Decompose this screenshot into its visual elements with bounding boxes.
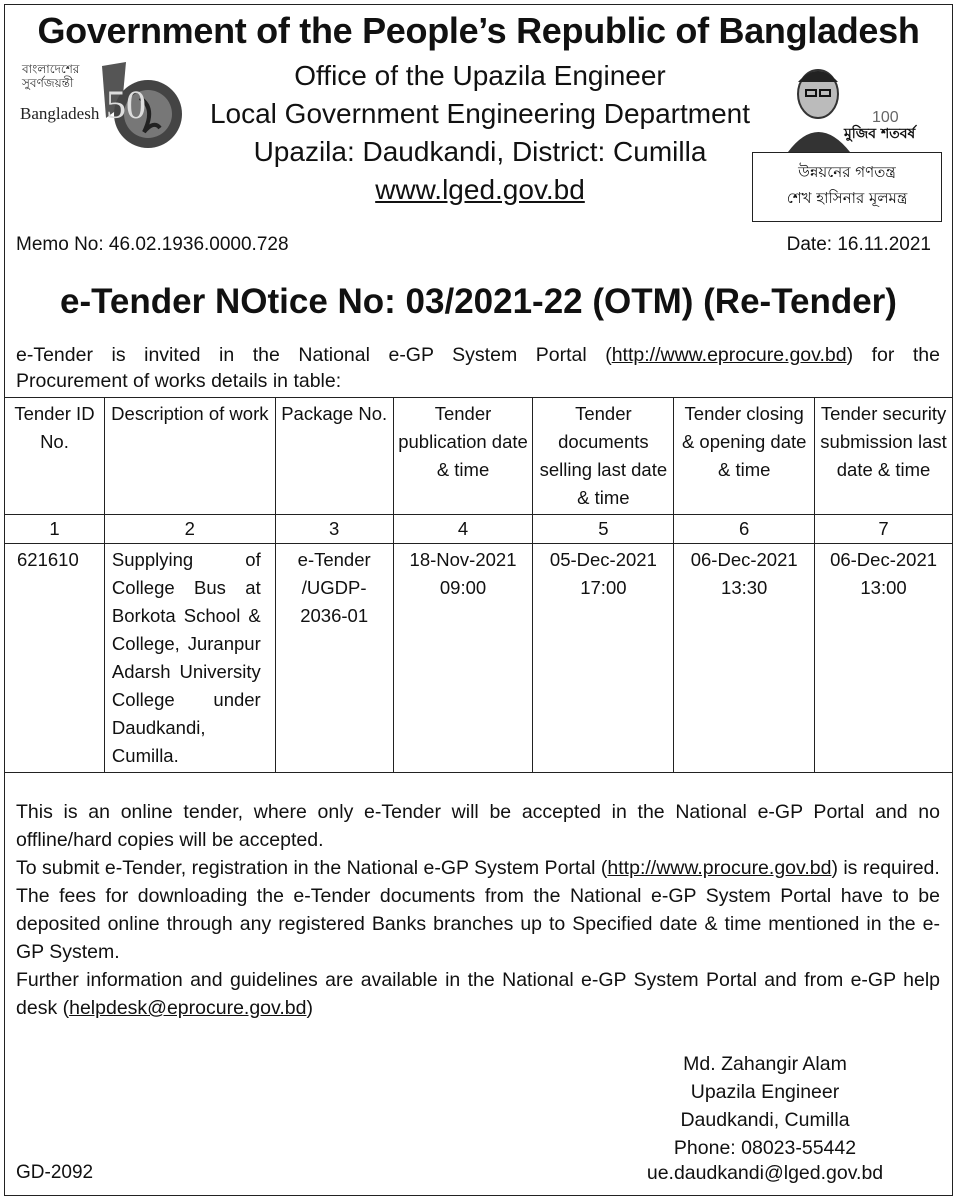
location: Upazila: Daudkandi, District: Cumilla [253,136,707,167]
col-number: 4 [393,515,533,544]
header-description: Description of work [104,398,275,515]
note-online-only: This is an online tender, where only e-Tender will be accepted in the National e-GP Portal and no offline/hard copies will be accepted. [16,801,940,851]
table-row [5,544,953,773]
closing-datetime: 06-Dec-2021 13:30 [674,544,815,773]
signature-block [620,1050,910,1162]
header-selling: Tender documents selling last date & time [533,398,674,515]
tender-table [4,397,953,773]
helpdesk-email-link[interactable]: helpdesk@eprocure.gov.bd [69,997,307,1019]
signatory-title: Upazila Engineer [690,1081,840,1103]
memo-number: Memo No: 46.02.1936.0000.728 [16,234,289,255]
signatory-phone: Phone: 08023-55442 [673,1137,857,1159]
col-number: 1 [5,515,105,544]
tender-id: 621610 [5,544,105,773]
note-helpdesk: Further information and guidelines are available in the National e-GP System Portal and from e-GP help desk (helpdesk@eprocure.gov.bd) [16,969,940,1019]
fifty-emblem-icon [96,58,188,158]
selling-datetime: 05-Dec-2021 17:00 [533,544,674,773]
header-closing: Tender closing & opening date & time [674,398,815,515]
col-number: 3 [275,515,393,544]
slogan-line-1: উন্নয়নের গণতন্ত্র [798,163,896,181]
signatory-name: Md. Zahangir Alam [683,1053,847,1075]
mujib-portrait-logo [780,60,916,152]
website-link[interactable]: www.lged.gov.bd [375,174,585,205]
publication-datetime: 18-Nov-2021 09:00 [393,544,533,773]
golden-jubilee-logo [16,56,188,162]
intro-paragraph: e-Tender is invited in the National e-GP System Portal (http://www.eprocure.gov.bd) for the Procurement of works details in table: [16,344,940,392]
notice-date: Date: 16.11.2021 [786,234,931,255]
notes-section [16,798,940,1022]
col-number: 6 [674,515,815,544]
signatory-place: Daudkandi, Cumilla [680,1109,850,1131]
table-header-row [5,398,953,515]
header-publication: Tender publication date & time [393,398,533,515]
svg-text:50: 50 [106,82,146,127]
col-number: 2 [104,515,275,544]
procure-link[interactable]: http://www.procure.gov.bd [607,857,832,879]
logo-country-text: Bangladesh [20,104,100,123]
logo-bangla-text: বাংলাদেশের সুবর্ণজয়ন্তী [22,62,80,90]
col-number: 5 [533,515,674,544]
security-datetime: 06-Dec-2021 13:00 [815,544,953,773]
col-number: 7 [815,515,953,544]
svg-text:মুজিব শতবর্ষ: মুজিব শতবর্ষ [844,126,916,142]
note-registration: To submit e-Tender, registration in the National e-GP System Portal (http://www.procure.gov.bd) is required. [16,857,940,879]
table-number-row [5,515,953,544]
office-name: Office of the Upazila Engineer [294,60,666,91]
signatory-email[interactable]: ue.daudkandi@lged.gov.bd [646,1162,884,1184]
package-number: e-Tender /UGDP-2036-01 [275,544,393,773]
department-name: Local Government Engineering Department [209,98,751,129]
header-tender-id: Tender ID No. [5,398,105,515]
notice-title: e-Tender NOtice No: 03/2021-22 (OTM) (Re-Tender) [60,282,897,321]
header-security: Tender security submission last date & time [815,398,953,515]
slogan-box [752,152,942,222]
note-fees: The fees for downloading the e-Tender documents from the National e-GP System Portal have to be deposited online through any registered Banks branches up to Specified date & time mentioned in the e-GP System. [16,885,940,963]
gd-number: GD-2092 [16,1162,94,1183]
svg-text:100: 100 [872,109,899,126]
header-package: Package No. [275,398,393,515]
government-title: Government of the People’s Republic of Bangladesh [37,10,920,51]
eprocure-link[interactable]: http://www.eprocure.gov.bd [611,344,847,366]
slogan-line-2: শেখ হাসিনার মূলমন্ত্র [786,189,908,207]
work-description: Supplying of College Bus at Borkota School & College, Juranpur Adarsh University College under Daudkandi, Cumilla. [104,544,275,773]
